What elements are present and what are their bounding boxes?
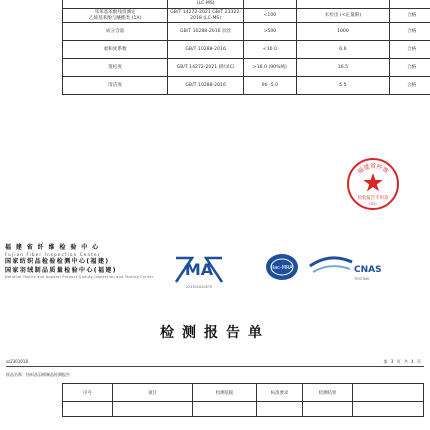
header-cell: 项目 [113,384,193,402]
table-cell: (LC-MS) [168,0,244,9]
institute-line-2: 国家纺织品检验检测中心(福建) [5,258,110,265]
table-cell [353,402,424,417]
item-requirement: <100 [244,9,297,23]
header-cell: 检测结果 [303,384,353,402]
item-result: 未检出 (<定量限) [296,9,389,23]
item-result: 16.5 [296,59,389,77]
item-requirement: <10.0 [244,41,297,59]
item-judgement: 合格 [390,23,430,41]
table-header-row [63,0,430,9]
detail-table [62,383,424,417]
table-cell [63,0,168,9]
ilac-mra-logo-icon [266,254,298,280]
item-name: 清洁度 [63,77,168,95]
item-requirement: >500 [244,23,297,41]
item-name: 蓬松度 [63,59,168,77]
item-requirement: 90 -5.0 [244,77,297,95]
item-name: 邻苯基苯酚残留测定 乙烯基苯酚与醚酯类 (1A) [63,9,168,23]
divider [6,366,424,367]
table-row [63,59,430,77]
item-standard: GB/T 14272-2021 GB/T 23322-2018 (LC-MS) [168,9,244,23]
table-cell [244,0,297,9]
report-subtitle: 样品名称：纺织品羽绒制品检测报告 [6,372,70,377]
table-row [63,9,430,23]
item-standard: GB/T 10288-2016 [168,77,244,95]
item-judgement: 合格 [390,41,430,59]
header-cell: 检测依据 [193,384,257,402]
table-cell [113,402,193,417]
star-icon [363,173,383,191]
page-indicator: 第 3 页 共 4 页 [383,359,422,364]
item-judgement: 合格 [390,9,430,23]
item-standard: GB/T 14272-2021 (附录C) [168,59,244,77]
results-table [62,0,430,95]
seal-top-text: 福建省纤维 [356,163,390,176]
table-cell [296,0,389,9]
table-row [63,77,430,95]
header-cell [353,384,424,402]
table-row [63,23,430,41]
cma-code: 221301020570 [185,285,213,289]
item-result: 5.5 [296,77,389,95]
table-cell [63,402,113,417]
table-row [63,402,424,417]
cnas-testing-text: TESTING [354,277,370,281]
ilac-logo-text: ilac-MRA [271,265,293,271]
institute-line-3-en: National Textile and Apparel Product Quality Inspection and Testing Center [5,275,154,279]
certification-logos [170,250,420,290]
table-cell [390,0,430,9]
institute-line-3: 国家羽绒制品质量检验中心(福建) [5,267,117,274]
institute-header [5,243,165,280]
seal-code: (02) [369,202,377,206]
item-name: 柔和度系数 [63,41,168,59]
report-number: sz2301018 [6,359,28,364]
cma-logo-text: MA [184,260,214,279]
item-judgement: 合格 [390,77,430,95]
cnas-logo-text: CNAS [354,265,382,275]
institute-name-cn: 福 建 省 纤 维 检 验 中 心 [5,244,100,251]
table-row [63,41,430,59]
item-requirement: >16.0 (90%绒) [244,59,297,77]
seal-bottom-text: 检验报告专用章 [357,196,389,201]
table-header-row [63,384,424,402]
table-cell [303,402,353,417]
report-title: 检测报告单 [160,325,270,341]
item-result: 6.6 [296,41,389,59]
item-result: 1000 [296,23,389,41]
table-cell [257,402,303,417]
header-cell: 序号 [63,384,113,402]
table-cell [193,402,257,417]
item-standard: GB/T 10288-2016 羽丝 [168,23,244,41]
item-judgement: 合格 [390,59,430,77]
official-seal [346,157,400,211]
header-cell: 标准要求 [257,384,303,402]
cnas-logo-icon [310,258,382,281]
institute-name-en: Fujian Fiber Inspection Center [5,252,101,257]
item-standard: GB/T 10288-2016 [168,41,244,59]
cma-logo-icon [176,258,222,289]
item-name: 成分含量 [63,23,168,41]
